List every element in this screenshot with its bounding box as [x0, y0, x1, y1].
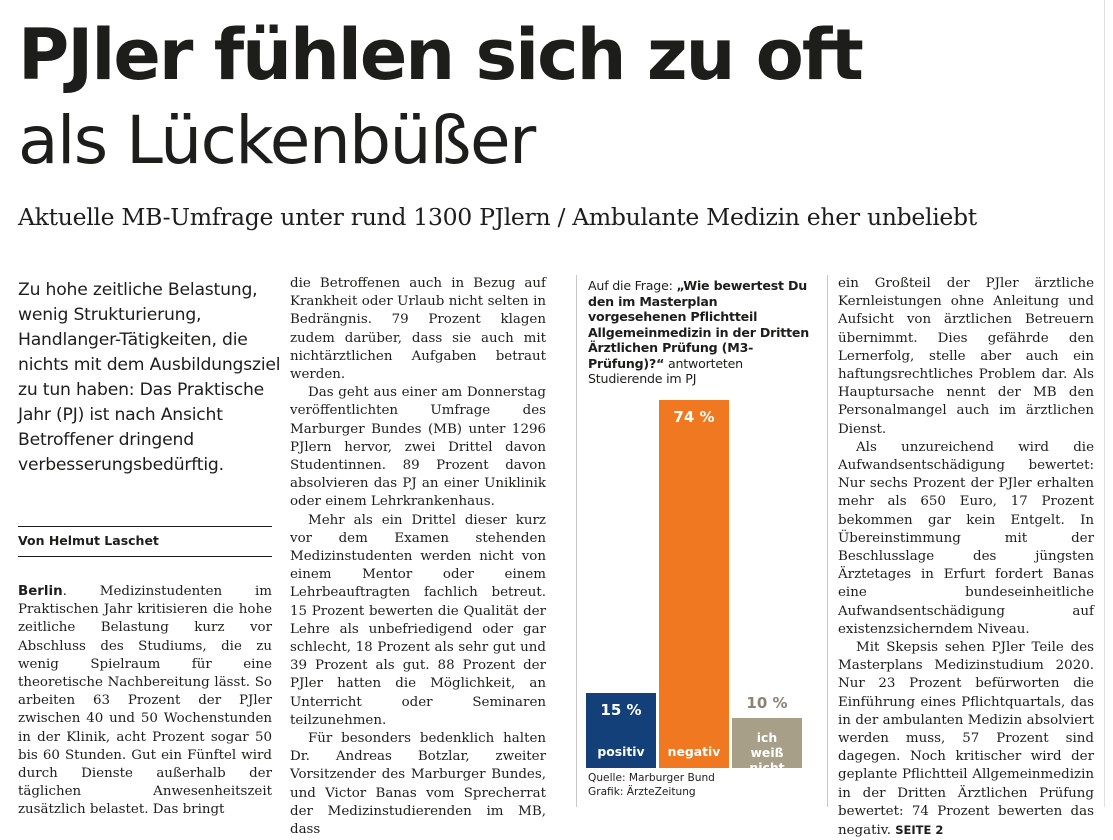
bar-negativ — [659, 400, 729, 768]
dateline: Berlin — [18, 584, 63, 599]
chart-question-suffix: antworteten Studierende im PJ — [588, 355, 743, 386]
chart-credit-line: Grafik: ÄrzteZeitung — [588, 786, 696, 798]
column-1-text: . Medizinstudenten im Praktischen Jahr kritisieren die hohe zeitliche Belastung kurz vor Abschluss des Studiums, die zu wenig Spielraum für eine theoretische Nachbereitung lässt. So arbeiten 63 Prozent der PJler zwischen 40 und 50 Wochenstunden in der Klinik, acht Prozent sogar 50 bis 60 Stunden. Gut ein Fünftel wird durch Dienste außerhalb der täglichen Anwesenheitszeit zusätzlich belastet. Das bringt — [18, 584, 272, 818]
bar-category-label: ich weiß nicht — [749, 730, 785, 775]
subheadline: Aktuelle MB-Umfrage unter rund 1300 PJlern / Ambulante Medizin eher unbeliebt — [18, 203, 977, 231]
bar-category-label: positiv — [597, 744, 645, 759]
article-paragraph — [18, 583, 272, 820]
article-paragraph: Als unzureichend wird die Aufwandsentschädigung bewertet: Nur sechs Prozent der PJler erhalten mehr als 650 Euro, 17 Prozent bekommen gar kein Entgelt. In Übereinstimmung mit der Beschlusslage des jüngsten Ärztetages in Erfurt fordert Banas eine bundeseinheitliche Aufwandsentschädigung auf existenzsicherndem Niveau. — [838, 439, 1094, 637]
chart-question-prefix: Auf die Frage: — [588, 278, 677, 293]
article-paragraph: Mehr als ein Drittel dieser kurz vor dem Examen stehenden Medizinstudenten werden nicht von einem Mentor oder einem Lehrbeauftragten fachlich betreut. 15 Prozent bewerten die Qualität der Lehre als unbefriedigend oder gar schlecht, 18 Prozent als sehr gut und 39 Prozent als gut. 88 Prozent der PJler hatten die Möglichkeit, an Unterricht oder Seminaren teilzunehmen. — [290, 512, 546, 728]
column-divider — [827, 275, 828, 807]
chart-source — [588, 771, 818, 799]
bar-chart — [586, 400, 818, 775]
byline-top-rule — [18, 526, 272, 527]
headline-line-2: als Lückenbüßer — [18, 102, 535, 179]
article-column-4 — [838, 275, 1094, 840]
chart-question — [588, 278, 814, 387]
article-column-2 — [290, 275, 546, 839]
bar-category-label: negativ — [667, 744, 721, 759]
byline: Von Helmut Laschet — [18, 533, 159, 548]
article-paragraph: Das geht aus einer am Donnerstag veröffentlichten Umfrage des Marburger Bundes (MB) unter 1296 PJlern hervor, zwei Drittel davon Studentinnen. 89 Prozent davon absolvieren das PJ an einer Uniklinik oder einem Lehrkrankenhaus. — [290, 385, 546, 510]
article-paragraph: ein Großteil der PJler ärztliche Kernleistungen ohne Anleitung und Aufsicht von ärztlichen Betreuern übernimmt. Dies gefährde den Lernerfolg, stelle aber auch ein haftungsrechtliches Problem dar. Als Hauptursache nennt der MB den Personalmangel auch im ärztlichen Dienst. — [838, 276, 1094, 437]
article-paragraph: Für besonders bedenklich halten Dr. Andreas Botzlar, zweiter Vorsitzender des Marburger Bundes, und Victor Banas vom Sprecherrat der Medizinstudierenden im MB, dass — [290, 731, 546, 838]
page-reference: SEITE 2 — [895, 823, 944, 838]
chart-question-bold: „Wie bewertest Du den im Masterplan vorgesehenen Pflichtteil Allgemeinmedizin in der Dritten Ärztlichen Prüfung (M3-Prüfung)?“ — [588, 278, 810, 371]
bar-value-label: 15 % — [600, 701, 642, 719]
byline-bottom-rule — [18, 556, 272, 557]
page-edge-line — [1104, 0, 1105, 807]
column-divider — [576, 275, 577, 807]
chart-source-line: Quelle: Marburger Bund — [588, 772, 715, 784]
article-paragraph: die Betroffenen auch in Bezug auf Krankheit oder Urlaub nicht selten in Bedrängnis. 79 Prozent klagen zudem darüber, dass sie auch mit nichtärztlichen Aufgaben betraut werden. — [290, 276, 546, 383]
bar-value-label: 10 % — [746, 694, 788, 712]
bar-value-label: 74 % — [673, 408, 715, 426]
headline-line-1: PJler fühlen sich zu oft — [18, 14, 862, 96]
article-column-1 — [18, 583, 272, 820]
lead-paragraph: Zu hohe zeitliche Belastung, wenig Strukturierung, Handlanger-Tätigkeiten, die nichts mit dem Ausbildungsziel zu tun haben: Das Praktische Jahr (PJ) ist nach Ansicht Betroffener dringend verbesserungsbedürftig. — [18, 280, 281, 475]
column-4-final-text: Mit Skepsis sehen PJler Teile des Masterplans Medizinstudium 2020. Nur 23 Prozent befürworten die Einführung eines Pflichtquartals, das in der ambulanten Medizin absolviert werden muss, 57 Prozent sind dagegen. Noch kritischer wird der geplante Pflichtteil Allgemeinmedizin in der Dritten Ärztlichen Prüfung bewertet: 74 Prozent bewerten das negativ. — [838, 640, 1094, 839]
article-paragraph — [838, 639, 1094, 840]
